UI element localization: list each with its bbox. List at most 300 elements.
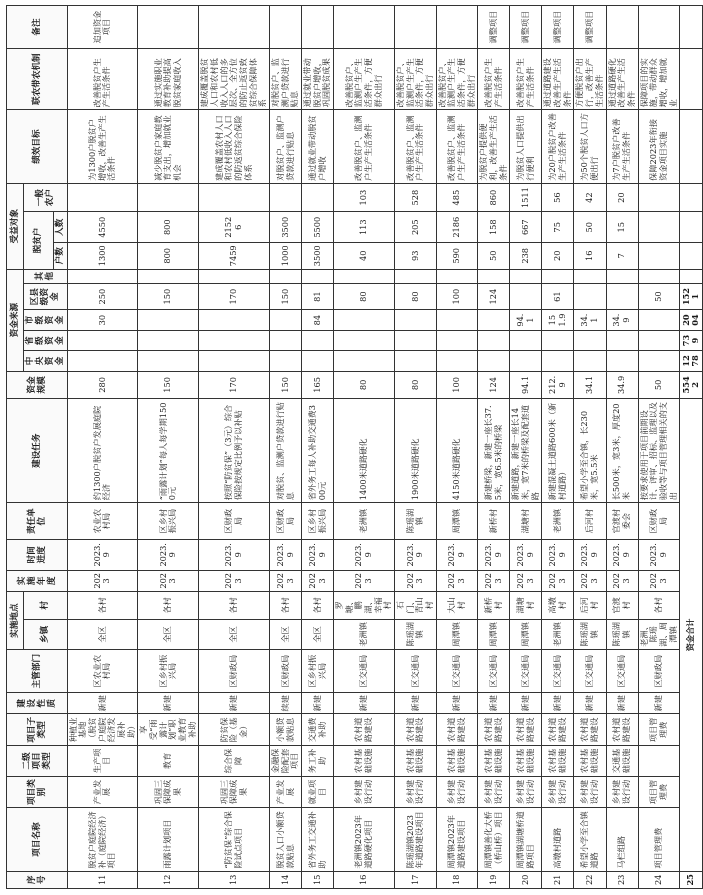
cell-name: 陈瑶湖镇2023年道路建设项目 (395, 808, 437, 871)
cell-county: 81 (302, 283, 334, 310)
cell-progress: 2023.9 (510, 540, 542, 571)
cell-scale: 150 (138, 371, 199, 399)
cell-province (542, 330, 574, 350)
cell-central (302, 351, 334, 371)
total-scale: 5542 (680, 371, 703, 399)
cell-task: 长500米，宽3米，厚度20米 (606, 399, 638, 503)
cell-households: 50 (478, 243, 510, 270)
cell-mechanism: 方便脱贫户出行，改善生产生活条件 (574, 49, 606, 110)
cell-scale: 124 (478, 371, 510, 399)
cell-task: 1400米道路硬化 (334, 399, 395, 503)
cell-cat2: 交通基础设施 (606, 746, 638, 777)
cell-dept: 区交通局 (436, 650, 478, 693)
cell-other (478, 269, 510, 283)
cell-persons: 15 (606, 212, 638, 243)
cell-dept: 区交通局 (574, 650, 606, 693)
cell-unit: 农业农村局 (67, 503, 138, 540)
cell-households: 40 (334, 243, 395, 270)
table-header (7, 6, 68, 889)
table-body (67, 6, 703, 889)
cell-other (395, 269, 437, 283)
cell-village: 官渡村 (606, 592, 638, 620)
cell-town: 陈瑶湖镇 (606, 619, 638, 650)
cell-province (638, 330, 680, 350)
cell-village: 高墩村 (542, 592, 574, 620)
cell-cat2: 务工补助 (302, 746, 334, 777)
cell-seq: 16 (334, 871, 395, 888)
cell-central (478, 351, 510, 371)
cell-county: 50 (638, 283, 680, 310)
cell-category: 乡村建设行动 (542, 776, 574, 808)
cell-task: 省外务工每人补助交通费300元 (302, 399, 334, 503)
cell-households: 1300 (67, 243, 138, 270)
cell-village: 各村 (302, 592, 334, 620)
total-row (680, 6, 703, 889)
cell-households: 800 (138, 243, 199, 270)
cell-seq: 15 (302, 871, 334, 888)
cell-progress: 2023.9 (270, 540, 302, 571)
total-goal (680, 110, 703, 183)
cell-name: 周潭镇2023年道路建设项目 (436, 808, 478, 871)
cell-cat3: 小额贷款贴息 (270, 714, 302, 746)
cell-unit: 老洲镇 (542, 503, 574, 540)
header-nature: 建设性质 (7, 693, 68, 714)
total-city: 2004 (680, 310, 703, 330)
cell-progress: 2023.9 (138, 540, 199, 571)
cell-mechanism: 通过道路建设改善生产生活条件 (542, 49, 574, 110)
cell-dept: 区交通局 (334, 650, 395, 693)
cell-goal: 改善脱贫户、监测户生产生活条件 (334, 110, 395, 183)
cell-central (542, 351, 574, 371)
cell-remark (395, 6, 437, 49)
cell-other (334, 269, 395, 283)
header-province: 省级资金 (24, 330, 68, 350)
cell-nature: 新建 (510, 693, 542, 714)
table-row (138, 6, 199, 889)
cell-unit: 官渡村委会 (606, 503, 638, 540)
cell-cat2: 生产项目 (67, 746, 138, 777)
cell-goal: 为20户脱贫户改善生产生活条件 (542, 110, 574, 183)
cell-nature: 新建 (395, 693, 437, 714)
cell-cat3: 享受“雨露计划”职业教育补助 (138, 714, 199, 746)
cell-scale: 80 (334, 371, 395, 399)
cell-town: 全区 (302, 619, 334, 650)
cell-goal: 改善脱贫户、监测户生产生活条件 (436, 110, 478, 183)
cell-seq: 22 (574, 871, 606, 888)
cell-progress: 2023.9 (395, 540, 437, 571)
cell-scale: 50 (638, 371, 680, 399)
cell-category: 乡村建设行动 (606, 776, 638, 808)
cell-seq: 12 (138, 871, 199, 888)
cell-general: 42 (574, 183, 606, 212)
cell-scale: 80 (395, 371, 437, 399)
cell-year: 2023 (510, 570, 542, 591)
cell-task: 4150米道路硬化 (436, 399, 478, 503)
cell-nature: 新建 (199, 693, 270, 714)
cell-nature: 新建 (542, 693, 574, 714)
table-row (302, 6, 334, 889)
cell-other (436, 269, 478, 283)
total-county: 1521 (680, 283, 703, 310)
cell-scale: 212.9 (542, 371, 574, 399)
header-town: 乡镇 (24, 619, 68, 650)
cell-nature: 新建 (302, 693, 334, 714)
cell-progress: 2023.9 (574, 540, 606, 571)
cell-year: 2023 (270, 570, 302, 591)
cell-scale: 34.9 (606, 371, 638, 399)
total-central: 1278 (680, 351, 703, 371)
cell-other (199, 269, 270, 283)
cell-other (510, 269, 542, 283)
cell-unit: 区乡村振兴局 (138, 503, 199, 540)
cell-households (638, 243, 680, 270)
cell-households: 7459 (199, 243, 270, 270)
cell-mechanism: 改善脱贫户、监测户生产生活条件，方便群众出行 (395, 49, 437, 110)
cell-county: 170 (199, 283, 270, 310)
table-row (199, 6, 270, 889)
cell-city (395, 310, 437, 330)
cell-town: 周潭镇 (478, 619, 510, 650)
cell-county: 80 (334, 283, 395, 310)
cell-other (606, 269, 638, 283)
cell-dept: 区财政局 (199, 650, 270, 693)
cell-category: 项目管理费 (638, 776, 680, 808)
cell-cat2: 农村基础设施 (436, 746, 478, 777)
cell-city: 84 (302, 310, 334, 330)
cell-nature: 新建 (334, 693, 395, 714)
cell-province (574, 330, 606, 350)
cell-general (67, 183, 138, 212)
cell-cat3: 防贫保险（基金） (199, 714, 270, 746)
cell-general: 103 (334, 183, 395, 212)
cell-year: 2023 (302, 570, 334, 591)
cell-unit: 后河村 (574, 503, 606, 540)
cell-unit: 湖塘村 (510, 503, 542, 540)
cell-persons: 205 (395, 212, 437, 243)
cell-general (199, 183, 270, 212)
cell-mechanism: 改善脱贫户生产生活条件 (478, 49, 510, 110)
cell-cat2: 综合保障 (199, 746, 270, 777)
cell-dept: 区交通局 (510, 650, 542, 693)
table-row (395, 6, 437, 889)
cell-task: 新建道路，新建一座长14米，宽7米的桥梁及配套道路 (510, 399, 542, 503)
cell-remark: 调整项目 (542, 6, 574, 49)
header-city: 市级资金 (24, 310, 68, 330)
table-row (542, 6, 574, 889)
cell-category: 乡村建设行动 (395, 776, 437, 808)
cell-nature: 续建 (270, 693, 302, 714)
cell-province (67, 330, 138, 350)
cell-name: 雨露计划项目 (138, 808, 199, 871)
cell-scale: 280 (67, 371, 138, 399)
cell-central (199, 351, 270, 371)
cell-category: 乡村建设行动 (334, 776, 395, 808)
cell-year: 2023 (542, 570, 574, 591)
cell-county: 100 (436, 283, 478, 310)
cell-mechanism: 通过实施职业教育补助提高脱贫家庭收入 (138, 49, 199, 110)
funding-project-table (6, 5, 703, 889)
cell-mechanism: 保障项目的实施，带动群众增收，增加就业 (638, 49, 680, 110)
header-central: 中央资金 (24, 351, 68, 371)
cell-general: 860 (478, 183, 510, 212)
header-county: 区县级资金 (24, 283, 68, 310)
cell-cat3: 农村道路建设 (334, 714, 395, 746)
cell-persons: 800 (138, 212, 199, 243)
header-other: 其他 (24, 269, 68, 283)
cell-general: 20 (606, 183, 638, 212)
header-general: 一般农户 (24, 183, 68, 212)
cell-task: 希望小学至合镇，长230米，宽5.5米 (574, 399, 606, 503)
cell-province (199, 330, 270, 350)
cell-goal: 为脱贫人口提供出行便利 (510, 110, 542, 183)
cell-unit: 区财政局 (270, 503, 302, 540)
cell-year: 2023 (436, 570, 478, 591)
cell-persons: 4550 (67, 212, 138, 243)
cell-village: 石门、青山村 (395, 592, 437, 620)
cell-village: 各村 (199, 592, 270, 620)
cell-name: 老洲镇2023年道路硬化项目 (334, 808, 395, 871)
cell-cat3: 农村道路建设 (510, 714, 542, 746)
cell-town: 全区 (67, 619, 138, 650)
header-beneficiaries: 受益对象 (7, 183, 24, 269)
cell-year: 2023 (67, 570, 138, 591)
cell-task: 按要求使用于项目前期设计、评审、招标、监理以及验收等与项目管理相关的支出 (638, 399, 680, 503)
cell-cat2: 金融保险配套项目 (270, 746, 302, 777)
cell-remark (436, 6, 478, 49)
cell-cat3: 农村道路建设 (436, 714, 478, 746)
cell-general: 528 (395, 183, 437, 212)
cell-unit: 老洲镇 (334, 503, 395, 540)
cell-goal: 保障2023年衔接资金项目实施 (638, 110, 680, 183)
cell-goal: 对脱贫户、监测户贷款进行贴息 (270, 110, 302, 183)
cell-county (574, 283, 606, 310)
cell-goal: 通过就业带动脱贫户增收 (302, 110, 334, 183)
total-seq: 25 (680, 871, 703, 888)
cell-city: 34.1 (574, 310, 606, 330)
cell-county (606, 283, 638, 310)
cell-households: 3500 (302, 243, 334, 270)
cell-dept: 区交通局 (478, 650, 510, 693)
cell-village: 湖塘村 (510, 592, 542, 620)
cell-province (478, 330, 510, 350)
cell-dept: 区乡村振兴局 (302, 650, 334, 693)
cell-persons: 3500 (270, 212, 302, 243)
header-goal: 绩效目标 (7, 110, 68, 183)
cell-dept: 区乡村振兴局 (138, 650, 199, 693)
cell-goal: 为50个脱贫人口方便出行 (574, 110, 606, 183)
cell-mechanism: 通过道路硬化改善生产生活条件 (606, 49, 638, 110)
table-row (270, 6, 302, 889)
cell-cat2: 农村基础设施 (574, 746, 606, 777)
cell-town: 陈瑶湖镇 (574, 619, 606, 650)
cell-city (478, 310, 510, 330)
cell-mechanism: 改善脱贫户、监测户生产生活条件，方便群众出行 (436, 49, 478, 110)
cell-dept: 区农业农村局 (67, 650, 138, 693)
cell-persons: 75 (542, 212, 574, 243)
cell-scale: 170 (199, 371, 270, 399)
cell-seq: 23 (606, 871, 638, 888)
cell-nature: 新建 (606, 693, 638, 714)
cell-progress: 2023.9 (67, 540, 138, 571)
cell-mechanism: 改善脱贫户生产生活条件 (510, 49, 542, 110)
cell-goal: 为脱贫户提供便利，改善生产生活条件 (478, 110, 510, 183)
cell-cat3: 农村道路建设 (606, 714, 638, 746)
header-remark: 备注 (7, 6, 68, 49)
cell-remark (199, 6, 270, 49)
cell-progress: 2023.9 (638, 540, 680, 571)
cell-dept: 区交通局 (395, 650, 437, 693)
header-dept: 主管部门 (7, 650, 68, 693)
cell-task: 新建混凝土道路600米（新村道路） (542, 399, 574, 503)
cell-progress: 2023.9 (199, 540, 270, 571)
cell-remark: 调整项目 (574, 6, 606, 49)
cell-central (270, 351, 302, 371)
cell-town: 全区 (138, 619, 199, 650)
cell-name: 脱贫人口小额贷款贴息 (270, 808, 302, 871)
cell-village: 各村 (270, 592, 302, 620)
cell-persons (638, 212, 680, 243)
cell-seq: 24 (638, 871, 680, 888)
cell-city: 34.9 (606, 310, 638, 330)
total-mechanism (680, 49, 703, 110)
cell-village: 各村 (138, 592, 199, 620)
cell-unit: 新桥村 (478, 503, 510, 540)
cell-unit: 周潭镇 (436, 503, 478, 540)
cell-name: 马栏组路 (606, 808, 638, 871)
cell-goal: 为1300户脱贫户增收，改善生产生活条件 (67, 110, 138, 183)
table-row (638, 6, 680, 889)
cell-scale: 150 (270, 371, 302, 399)
cell-mechanism: 通过就业带动脱贫户增收，巩固脱贫成果 (302, 49, 334, 110)
total-remark (680, 6, 703, 49)
cell-remark (302, 6, 334, 49)
header-location: 实施地点 (7, 592, 24, 650)
cell-village: 各村 (67, 592, 138, 620)
cell-progress: 2023.9 (334, 540, 395, 571)
header-mechanism: 联农带农机制 (7, 49, 68, 110)
cell-remark (138, 6, 199, 49)
table-row (67, 6, 138, 889)
cell-city (436, 310, 478, 330)
cell-town: 老洲镇 (334, 619, 395, 650)
cell-dept: 区财政局 (638, 650, 680, 693)
cell-category: 乡村建设行动 (574, 776, 606, 808)
cell-category: 乡村建设行动 (478, 776, 510, 808)
cell-village: 新桥村 (478, 592, 510, 620)
cell-scale: 100 (436, 371, 478, 399)
cell-nature: 新建 (436, 693, 478, 714)
cell-seq: 18 (436, 871, 478, 888)
header-cat3: 项目子类型 (7, 714, 68, 746)
cell-unit: 区财政局 (199, 503, 270, 540)
cell-central (638, 351, 680, 371)
cell-cat2: 农村基础设施 (395, 746, 437, 777)
cell-other (638, 269, 680, 283)
cell-dept: 区交通局 (542, 650, 574, 693)
cell-county: 124 (478, 283, 510, 310)
cell-general (638, 183, 680, 212)
header-name: 项目名称 (7, 808, 68, 871)
header-seq: 序号 (7, 871, 68, 888)
cell-category: 产业发展 (270, 776, 302, 808)
cell-city (638, 310, 680, 330)
table-row (436, 6, 478, 889)
cell-persons: 21526 (199, 212, 270, 243)
cell-mechanism: 改善脱贫户生产生活条件 (67, 49, 138, 110)
cell-unit: 区乡村振兴局 (302, 503, 334, 540)
cell-progress: 2023.9 (302, 540, 334, 571)
cell-central (606, 351, 638, 371)
header-cat2: 二级项目类型 (7, 746, 68, 777)
cell-seq: 14 (270, 871, 302, 888)
table-row (510, 6, 542, 889)
header-funds: 资金来源 (7, 269, 24, 371)
cell-persons: 50 (574, 212, 606, 243)
cell-remark (334, 6, 395, 49)
cell-nature: 新建 (638, 693, 680, 714)
cell-province (270, 330, 302, 350)
cell-cat3: 农村道路建设 (395, 714, 437, 746)
cell-nature: 新建 (138, 693, 199, 714)
cell-central (436, 351, 478, 371)
cell-central (395, 351, 437, 371)
cell-central (138, 351, 199, 371)
cell-town: 陈瑶湖镇 (395, 619, 437, 650)
cell-nature: 新建 (67, 693, 138, 714)
cell-county (510, 283, 542, 310)
total-households (680, 243, 703, 270)
cell-province (302, 330, 334, 350)
cell-town: 周潭镇 (510, 619, 542, 650)
cell-year: 2023 (638, 570, 680, 591)
cell-cat3: 农村道路建设 (478, 714, 510, 746)
cell-households: 93 (395, 243, 437, 270)
cell-general: 56 (542, 183, 574, 212)
cell-cat3: 项目管理费 (638, 714, 680, 746)
total-province: 739 (680, 330, 703, 350)
cell-town: 全区 (270, 619, 302, 650)
cell-seq: 17 (395, 871, 437, 888)
cell-households: 1000 (270, 243, 302, 270)
cell-year: 2023 (199, 570, 270, 591)
cell-cat2: 农村基础设施 (542, 746, 574, 777)
cell-category: 产业发展 (67, 776, 138, 808)
cell-cat2 (638, 746, 680, 777)
cell-remark: 调整项目 (478, 6, 510, 49)
cell-county: 61 (542, 283, 574, 310)
cell-nature: 新建 (574, 693, 606, 714)
cell-scale: 165 (302, 371, 334, 399)
cell-category: 就业项目 (302, 776, 334, 808)
cell-goal: 减少脱贫户家庭教育支出，增加就业机会 (138, 110, 199, 183)
cell-progress: 2023.9 (478, 540, 510, 571)
cell-mechanism: 改善脱贫户、监测户生产生活条件，方便群众出行 (334, 49, 395, 110)
cell-remark (606, 6, 638, 49)
table-row (574, 6, 606, 889)
cell-seq: 13 (199, 871, 270, 888)
cell-other (138, 269, 199, 283)
cell-category: 乡村建设行动 (510, 776, 542, 808)
cell-seq: 21 (542, 871, 574, 888)
total-persons (680, 212, 703, 243)
cell-city: 94.1 (510, 310, 542, 330)
cell-general (270, 183, 302, 212)
cell-remark: 追加资金项目 (67, 6, 138, 49)
cell-persons: 2186 (436, 212, 478, 243)
cell-cat3: 种植业基地（脱贫户庭院经济发展补助） (67, 714, 138, 746)
cell-scale: 94.1 (510, 371, 542, 399)
cell-name: 项目管理费 (638, 808, 680, 871)
